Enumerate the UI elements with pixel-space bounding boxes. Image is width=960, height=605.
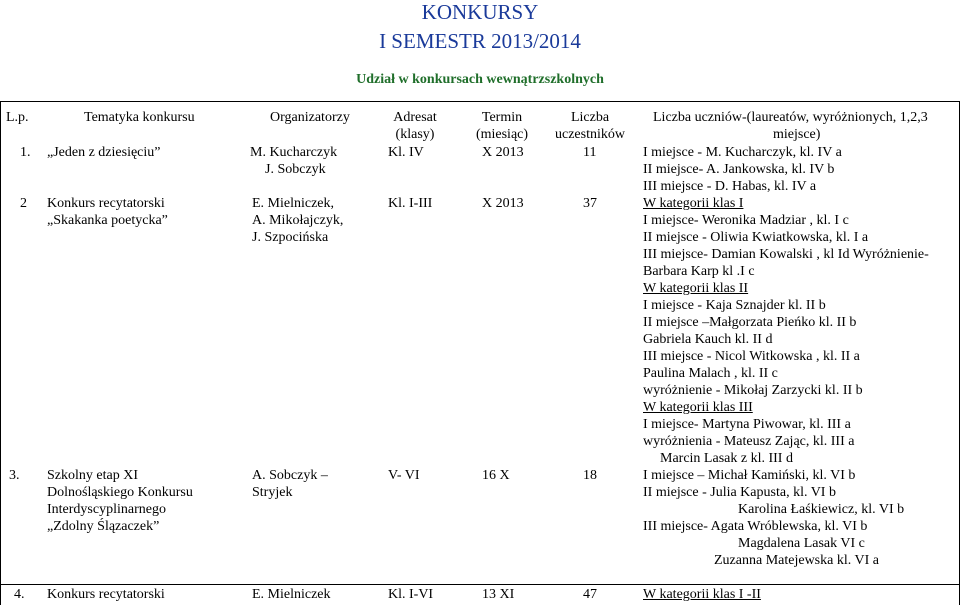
row-1-lp: 1.	[20, 145, 31, 160]
header-laureaci: Liczba uczniów-(laureatów, wyróżnionych, 1,2,3	[653, 110, 928, 125]
row-2-wynik: II miejsce –Małgorzata Pieńko kl. II b	[643, 315, 857, 330]
row-1-organizator: J. Sobczyk	[265, 162, 326, 177]
document-semester: I SEMESTR 2013/2014	[379, 29, 581, 53]
row-2-category-heading: W kategorii klas II	[643, 281, 749, 296]
row-3-tematyka: Interdyscyplinarnego	[47, 502, 166, 517]
document-title: KONKURSY	[421, 0, 539, 24]
row-3-organizator: A. Sobczyk –	[252, 468, 328, 483]
row-3-tematyka: Szkolny etap XI	[47, 468, 138, 483]
row-4-termin: 13 XI	[482, 587, 515, 602]
row-3-termin: 16 X	[482, 468, 510, 483]
row-2-wynik: III miejsce- Damian Kowalski , kl Id Wyróżnienie-	[643, 247, 929, 262]
row-2-wynik: II miejsce - Oliwia Kwiatkowska, kl. I a	[643, 230, 869, 245]
row-3-adresat: V- VI	[388, 468, 420, 483]
row-2-wynik: I miejsce- Martyna Piwowar, kl. III a	[643, 417, 851, 432]
row-4-organizator: E. Mielniczek	[252, 587, 331, 602]
row-1-tematyka: „Jeden z dziesięciu”	[47, 145, 161, 160]
row-2-category-heading: W kategorii klas III	[643, 400, 753, 415]
row-1-wynik: I miejsce - M. Kucharczyk, kl. IV a	[643, 145, 842, 160]
row-3-tematyka: Dolnośląskiego Konkursu	[47, 485, 193, 500]
row-4-liczba: 47	[583, 587, 597, 602]
row-3-wynik: Magdalena Lasak VI c	[738, 536, 865, 551]
row-divider	[0, 584, 960, 585]
row-2-termin: X 2013	[482, 196, 524, 211]
row-4-adresat: Kl. I-VI	[388, 587, 434, 602]
header-organizatorzy: Organizatorzy	[270, 110, 350, 125]
row-2-wynik: Barbara Karp kl .I c	[643, 264, 755, 279]
row-2-organizator: A. Mikołajczyk,	[252, 213, 344, 228]
row-2-wynik: wyróżnienie - Mikołaj Zarzycki kl. II b	[643, 383, 863, 398]
row-3-organizator: Stryjek	[252, 485, 293, 500]
header-tematyka: Tematyka konkursu	[84, 110, 195, 125]
row-2-tematyka: „Skakanka poetycka”	[47, 213, 168, 228]
row-1-liczba: 11	[583, 145, 597, 160]
row-2-liczba: 37	[583, 196, 597, 211]
row-2-lp: 2	[20, 196, 27, 211]
header-adresat: Adresat	[393, 110, 437, 125]
row-3-tematyka: „Zdolny Ślązaczek”	[47, 519, 160, 534]
row-2-category-heading: W kategorii klas I	[643, 196, 744, 211]
row-2-wynik: III miejsce - Nicol Witkowska , kl. II a	[643, 349, 860, 364]
row-4-tematyka: Konkurs recytatorski	[47, 587, 165, 602]
row-3-wynik: II miejsce - Julia Kapusta, kl. VI b	[643, 485, 836, 500]
row-2-wynik: I miejsce- Weronika Madziar , kl. I c	[643, 213, 849, 228]
row-2-wynik: Paulina Malach , kl. II c	[643, 366, 778, 381]
row-1-wynik: II miejsce- A. Jankowska, kl. IV b	[643, 162, 835, 177]
header-laureaci-sub: miejsce)	[773, 127, 821, 142]
row-2-adresat: Kl. I-III	[388, 196, 433, 211]
header-termin-sub: (miesiąc)	[475, 127, 529, 142]
header-liczba: Liczba	[570, 110, 610, 125]
row-3-liczba: 18	[583, 468, 597, 483]
row-2-wynik: Marcin Lasak z kl. III d	[660, 451, 793, 466]
row-3-wynik: I miejsce – Michał Kamiński, kl. VI b	[643, 468, 856, 483]
row-1-wynik: III miejsce - D. Habas, kl. IV a	[643, 179, 817, 194]
row-2-tematyka: Konkurs recytatorski	[47, 196, 165, 211]
row-3-lp: 3.	[9, 468, 20, 483]
row-3-wynik: III miejsce- Agata Wróblewska, kl. VI b	[643, 519, 868, 534]
header-termin: Termin	[481, 110, 523, 125]
header-adresat-sub: (klasy)	[395, 127, 435, 142]
row-2-organizator: J. Szpocińska	[252, 230, 329, 245]
row-4-lp: 4.	[14, 587, 25, 602]
row-1-adresat: Kl. IV	[388, 145, 424, 160]
row-4-category-heading: W kategorii klas I -II	[643, 587, 761, 602]
row-3-wynik: Karolina Łaśkiewicz, kl. VI b	[738, 502, 905, 517]
table-left-border	[0, 101, 1, 605]
row-2-wynik: Gabriela Kauch kl. II d	[643, 332, 773, 347]
row-1-termin: X 2013	[482, 145, 524, 160]
row-2-wynik: wyróżnienia - Mateusz Zając, kl. III a	[643, 434, 855, 449]
table-top-border	[0, 101, 960, 102]
header-liczba-sub: uczestników	[555, 127, 625, 142]
row-3-wynik: Zuzanna Matejewska kl. VI a	[714, 553, 879, 568]
header-lp: L.p.	[6, 110, 29, 125]
row-2-organizator: E. Mielniczek,	[252, 196, 335, 211]
row-1-organizator: M. Kucharczyk	[250, 145, 338, 160]
document-subtitle: Udział w konkursach wewnątrzszkolnych	[356, 72, 604, 87]
row-2-wynik: I miejsce - Kaja Sznajder kl. II b	[643, 298, 826, 313]
